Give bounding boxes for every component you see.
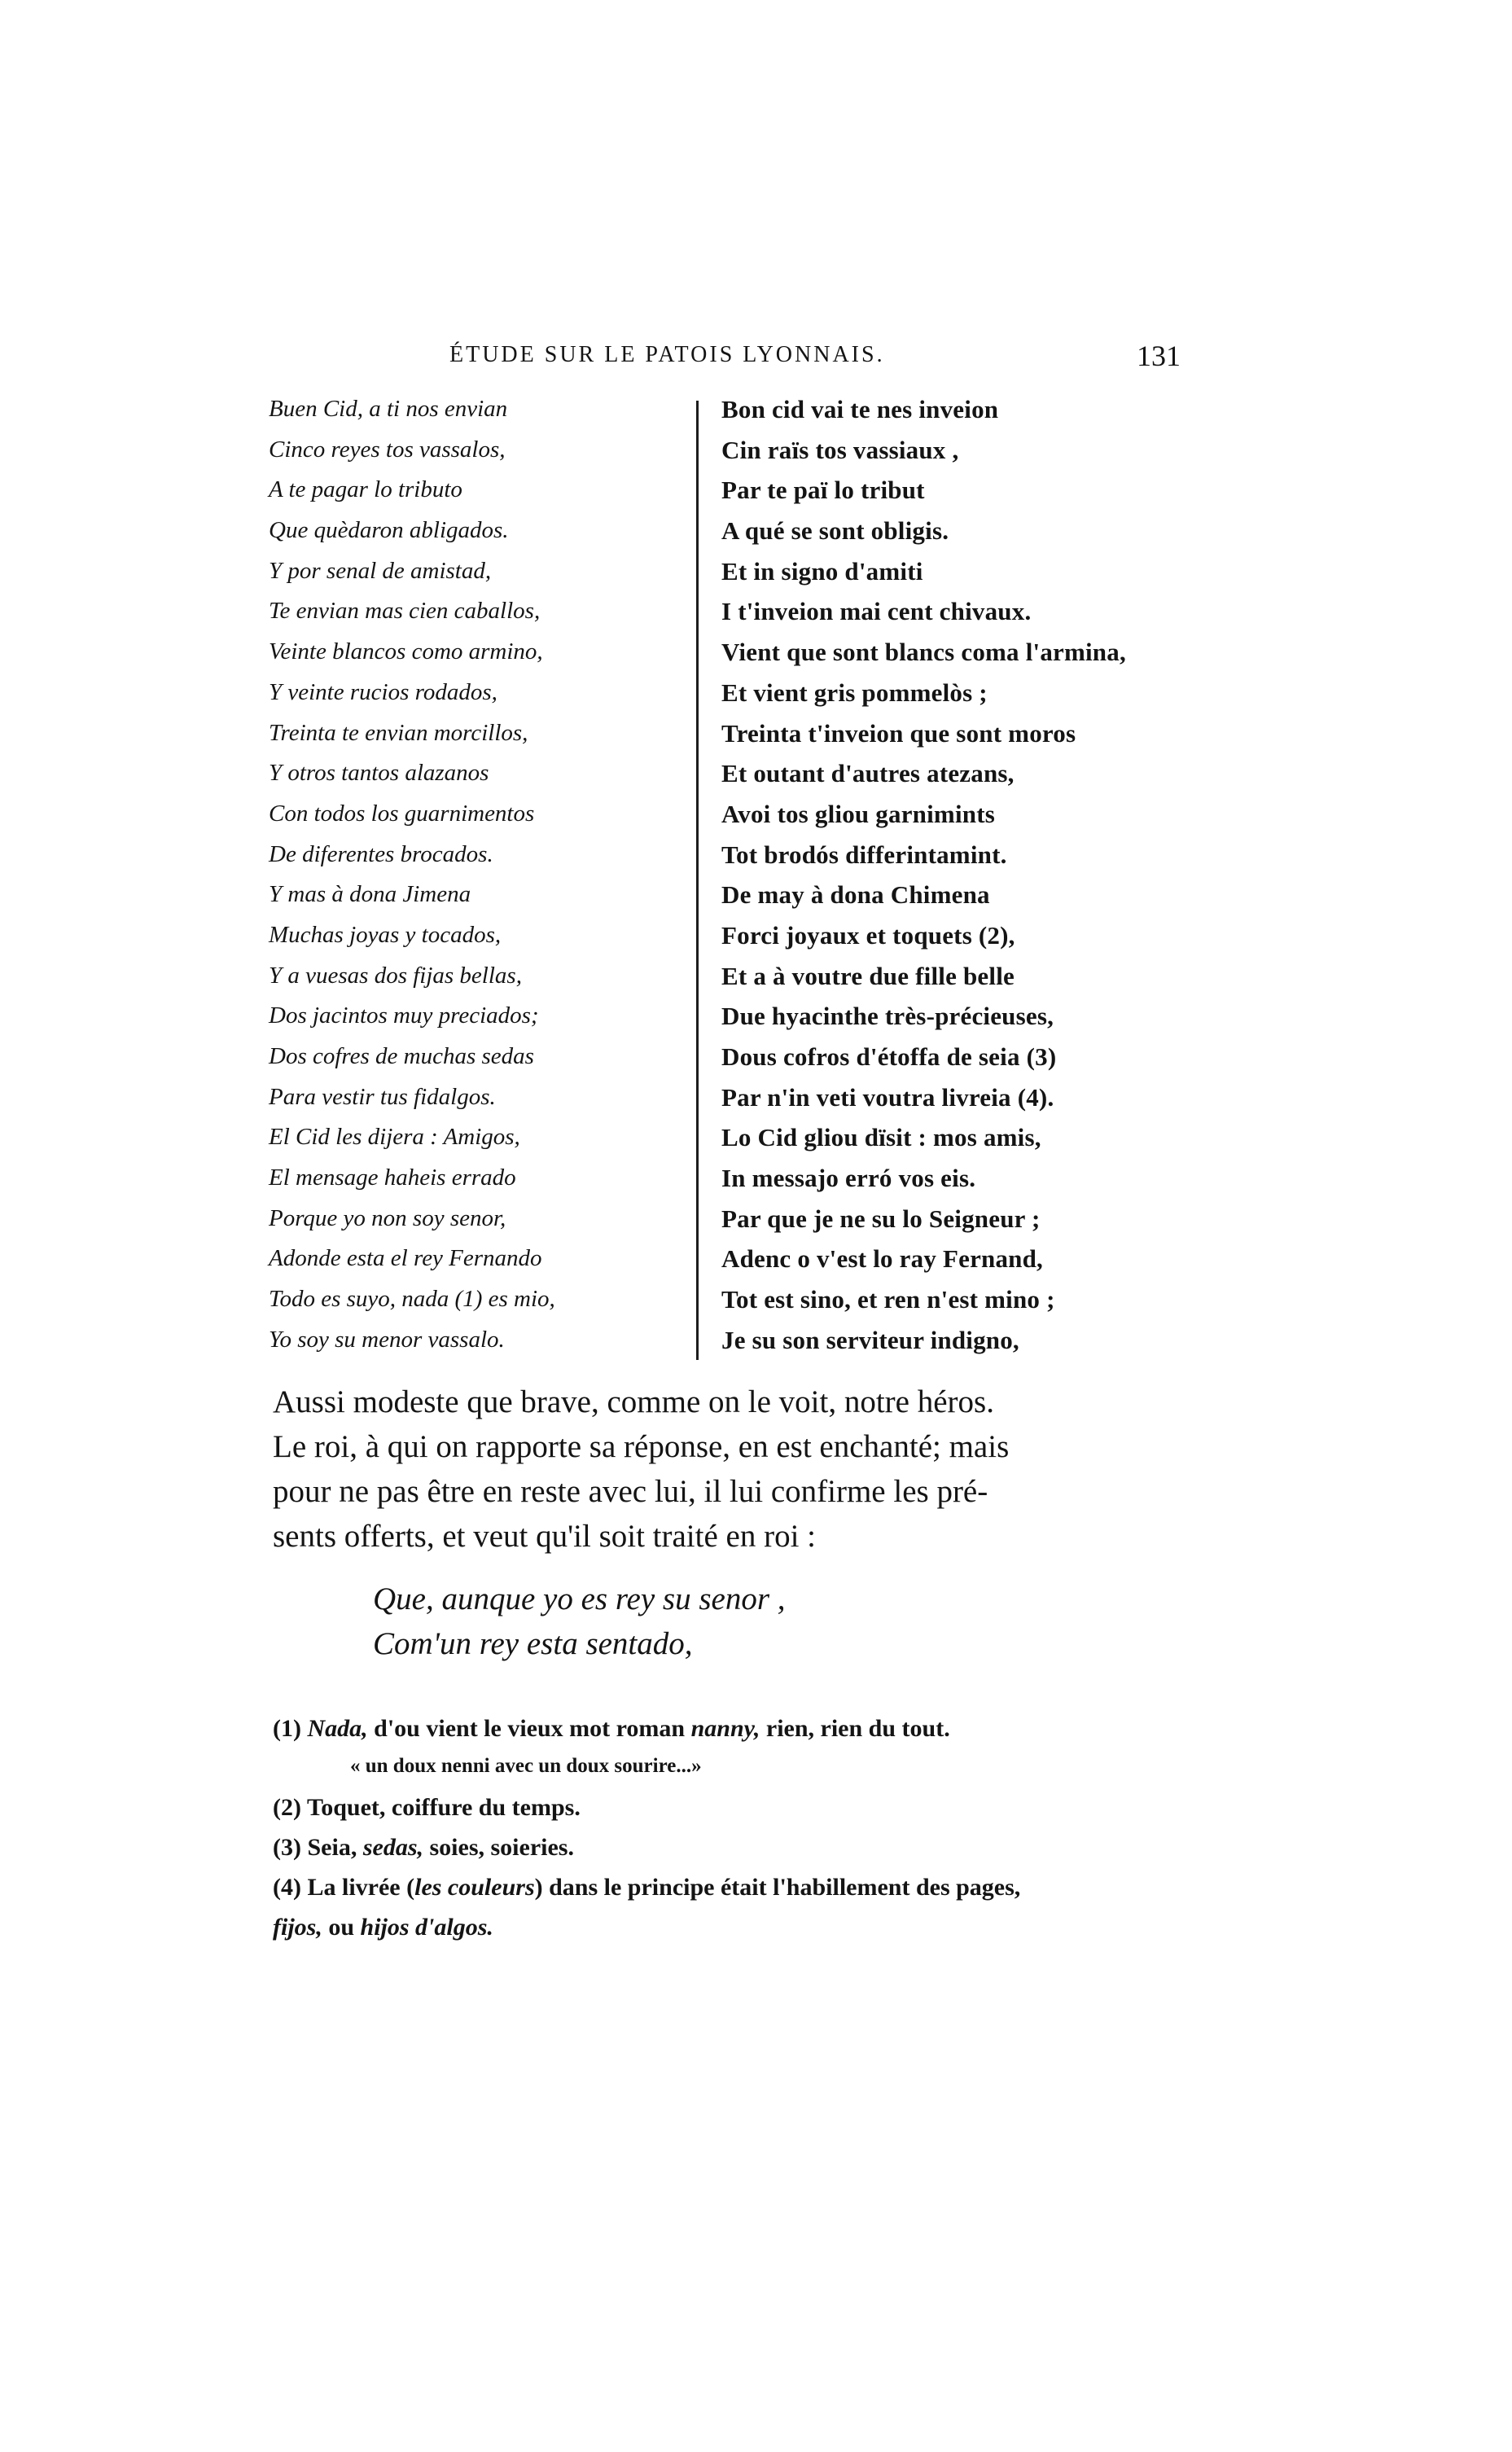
verse-line: Treinta te envian morcillos, xyxy=(269,719,528,746)
verse-line: Con todos los guarnimentos xyxy=(269,800,535,827)
verse-line: Treinta t'inveion que sont moros xyxy=(721,718,1076,748)
verse-line: Y a vuesas dos fijas bellas, xyxy=(269,962,522,989)
verse-line: Dous cofros d'étoffa de seia (3) xyxy=(721,1042,1057,1071)
footnote-mark: (1) xyxy=(273,1715,301,1742)
verse-line: Et a à voutre due fille belle xyxy=(721,961,1015,990)
verse-line: El mensage haheis errado xyxy=(269,1165,516,1191)
verse-line: Et outant d'autres atezans, xyxy=(721,759,1015,788)
footnote-2 xyxy=(273,1787,1168,1827)
prose-line: sents offerts, et veut qu'il soit traité en roi : xyxy=(273,1519,816,1554)
page-header xyxy=(269,339,1181,378)
column-divider xyxy=(696,401,699,1360)
footnote-mark: (4) xyxy=(273,1874,301,1901)
footnote-text: rien, rien du tout. xyxy=(760,1715,950,1742)
spanish-verse-column xyxy=(269,389,692,1361)
verse-line: Forci joyaux et toquets (2), xyxy=(721,920,1015,950)
verse-line: Te envian mas cien caballos, xyxy=(269,598,541,625)
verse-line: Dos jacintos muy preciados; xyxy=(269,1002,539,1029)
verse-line: A qué se sont obligis. xyxy=(721,516,949,546)
verse-line: Lo Cid gliou dïsit : mos amis, xyxy=(721,1123,1041,1152)
footnote-text: Seia, xyxy=(307,1834,363,1861)
verse-line: A te pagar lo tributo xyxy=(269,476,462,503)
verse-line: Adonde esta el rey Fernando xyxy=(269,1245,542,1272)
quote-line: Que, aunque yo es rey su senor , xyxy=(373,1581,786,1616)
verse-line: Vient que sont blancs coma l'armina, xyxy=(721,638,1126,667)
footnote-1 xyxy=(273,1709,1168,1748)
prose-paragraph xyxy=(273,1380,1160,1559)
verse-line: Due hyacinthe très-précieuses, xyxy=(721,1002,1054,1031)
running-head: ÉTUDE SUR LE PATOIS LYONNAIS. xyxy=(449,342,885,367)
footnote-term: nanny, xyxy=(690,1715,760,1742)
verse-line: El Cid les dijera : Amigos, xyxy=(269,1124,520,1151)
page-number: 131 xyxy=(1137,340,1181,372)
footnote-text: La livrée ( xyxy=(307,1874,415,1901)
parallel-verse xyxy=(269,389,1189,1366)
verse-line: Muchas joyas y tocados, xyxy=(269,921,502,948)
verse-line: Dos cofres de muchas sedas xyxy=(269,1043,534,1069)
patois-verse-column xyxy=(721,389,1194,1361)
verse-line: Cin raïs tos vassiaux , xyxy=(721,435,959,464)
footnote-mark: (2) xyxy=(273,1794,301,1821)
verse-line: Et in signo d'amiti xyxy=(721,556,923,586)
quote-line: Com'un rey esta sentado, xyxy=(373,1626,693,1661)
footnote-term: les couleurs xyxy=(414,1874,535,1901)
verse-line: Porque yo non soy senor, xyxy=(269,1204,506,1231)
verse-line: Cinco reyes tos vassalos, xyxy=(269,436,506,463)
footnote-text: d'ou vient le vieux mot roman xyxy=(367,1715,691,1742)
footnotes xyxy=(273,1709,1168,1947)
footnote-term: hijos d'algos. xyxy=(360,1914,493,1941)
verse-line: De diferentes brocados. xyxy=(269,840,493,867)
verse-line: De may à dona Chimena xyxy=(721,880,990,910)
footnote-term: sedas, xyxy=(362,1834,423,1861)
footnote-4-continued xyxy=(273,1907,1168,1947)
verse-line: Par n'in veti voutra livreia (4). xyxy=(721,1082,1054,1112)
quoted-verse xyxy=(373,1577,1106,1666)
footnote-text: Toquet, coiffure du temps. xyxy=(306,1794,581,1821)
verse-line: Y mas à dona Jimena xyxy=(269,881,471,908)
footnote-text: soies, soieries. xyxy=(423,1834,574,1861)
verse-line: Yo soy su menor vassalo. xyxy=(269,1326,505,1353)
verse-line: I t'inveion mai cent chivaux. xyxy=(721,597,1032,626)
prose-line: Le roi, à qui on rapporte sa réponse, en est enchanté; mais xyxy=(273,1429,1010,1464)
verse-line: Et vient gris pommelòs ; xyxy=(721,678,988,707)
verse-line: Y por senal de amistad, xyxy=(269,557,492,584)
verse-line: Para vestir tus fidalgos. xyxy=(269,1083,496,1110)
prose-line: Aussi modeste que brave, comme on le voit, notre héros. xyxy=(273,1384,994,1419)
verse-line: Je su son serviteur indigno, xyxy=(721,1325,1019,1354)
verse-line: Bon cid vai te nes inveion xyxy=(721,395,999,423)
verse-line: Y veinte rucios rodados, xyxy=(269,678,497,705)
verse-line: Todo es suyo, nada (1) es mio, xyxy=(269,1286,555,1313)
footnote-3 xyxy=(273,1827,1168,1867)
verse-line: Avoi tos gliou garnimints xyxy=(721,799,995,828)
verse-line: Y otros tantos alazanos xyxy=(269,760,489,787)
verse-line: Par te paï lo tribut xyxy=(721,476,925,505)
verse-line: Adenc o v'est lo ray Fernand, xyxy=(721,1244,1043,1274)
footnote-term: fijos, xyxy=(273,1914,322,1941)
prose-line: pour ne pas être en reste avec lui, il lui confirme les pré- xyxy=(273,1474,988,1509)
footnote-text: ou xyxy=(322,1914,361,1941)
verse-line: Par que je ne su lo Seigneur ; xyxy=(721,1204,1041,1233)
footnote-1-quote: « un doux nenni avec un doux sourire...» xyxy=(350,1755,702,1777)
verse-line: Tot brodós differintamint. xyxy=(721,840,1007,869)
footnote-mark: (3) xyxy=(273,1834,301,1861)
verse-line: Que quèdaron abligados. xyxy=(269,517,509,544)
footnote-4 xyxy=(273,1867,1168,1907)
verse-line: In messajo erró vos eis. xyxy=(721,1164,976,1193)
footnote-text: ) dans le principe était l'habillement des pages, xyxy=(534,1874,1021,1901)
verse-line: Veinte blancos como armino, xyxy=(269,638,543,665)
verse-line: Buen Cid, a ti nos envian xyxy=(269,396,508,422)
verse-line: Tot est sino, et ren n'est mino ; xyxy=(721,1285,1055,1314)
footnote-term: Nada, xyxy=(307,1715,368,1742)
